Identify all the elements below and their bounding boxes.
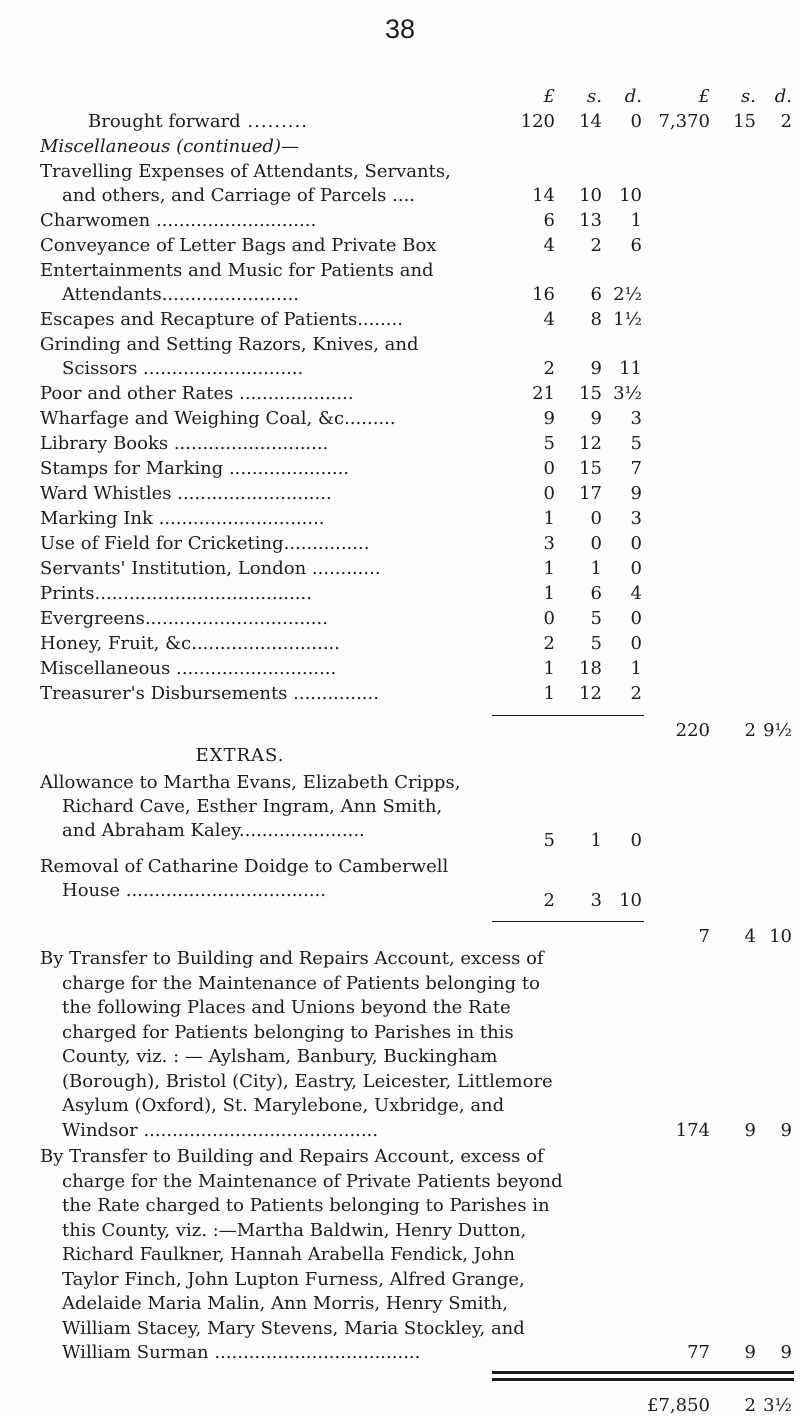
item-amount-shillings: 15 bbox=[579, 383, 602, 404]
transfer-2-line: the Rate charged to Patients belonging to Parishes in bbox=[62, 1195, 550, 1216]
extras-total-shillings: 4 bbox=[744, 926, 756, 947]
grand-total-shillings: 2 bbox=[744, 1394, 756, 1416]
leader-dots: ......... bbox=[240, 111, 308, 132]
item-amount-pence: 11 bbox=[619, 358, 642, 379]
brought-forward-inner-shillings: 14 bbox=[579, 111, 602, 132]
item-label: Escapes and Recapture of Patients........ bbox=[40, 309, 403, 330]
transfer-2-line: this County, viz. :—Martha Baldwin, Henry Dutton, bbox=[62, 1219, 527, 1241]
item-amount-shillings: 1 bbox=[590, 558, 602, 579]
item-amount-shillings: 9 bbox=[590, 408, 602, 429]
item-label: Prints...................................... bbox=[40, 583, 312, 604]
item-amount-pounds: 0 bbox=[543, 458, 555, 479]
item-label: Stamps for Marking ..................... bbox=[40, 458, 350, 479]
miscellaneous-total-pence: 9½ bbox=[763, 720, 792, 741]
item-amount-pounds: 9 bbox=[543, 408, 555, 429]
transfer-1-line: Asylum (Oxford), St. Marylebone, Uxbridge, and bbox=[62, 1095, 505, 1116]
transfer-2-line: charge for the Maintenance of Private Patients beyond bbox=[62, 1170, 563, 1192]
item-amount-pence: 5 bbox=[630, 433, 642, 454]
item-amount-pounds: 16 bbox=[532, 284, 555, 305]
extra-amount-pounds: 5 bbox=[543, 830, 555, 851]
item-amount-shillings: 2 bbox=[590, 235, 602, 256]
item-amount-shillings: 12 bbox=[579, 683, 602, 704]
extra-label: and Abraham Kaley...................... bbox=[62, 820, 365, 841]
brought-forward-outer-shillings: 15 bbox=[733, 111, 756, 132]
item-amount-shillings: 12 bbox=[579, 433, 602, 454]
item-amount-pence: 3 bbox=[630, 508, 642, 529]
extras-total-pence: 10 bbox=[769, 926, 792, 947]
item-amount-pence: 2½ bbox=[613, 284, 642, 305]
transfer-1-line: charge for the Maintenance of Patients belonging to bbox=[62, 972, 540, 994]
item-label: Marking Ink ............................. bbox=[40, 508, 325, 529]
item-amount-pounds: 1 bbox=[543, 658, 555, 679]
item-amount-pounds: 1 bbox=[543, 583, 555, 604]
transfer-2-amount-pounds: 77 bbox=[687, 1342, 710, 1363]
item-label: Honey, Fruit, &c.......................... bbox=[40, 633, 340, 654]
item-label: Scissors ............................ bbox=[62, 358, 304, 379]
item-amount-pence: 9 bbox=[630, 483, 642, 504]
extra-amount-pence: 0 bbox=[630, 830, 642, 851]
item-label: Library Books ........................... bbox=[40, 433, 329, 454]
brought-forward-inner-pence: 0 bbox=[630, 111, 642, 132]
item-label: Attendants........................ bbox=[62, 284, 300, 305]
item-amount-pence: 3½ bbox=[613, 383, 642, 404]
miscellaneous-total-pounds: 220 bbox=[675, 720, 710, 741]
currency-header: s. bbox=[587, 86, 602, 107]
transfer-2-amount-pence: 9 bbox=[780, 1342, 792, 1363]
miscellaneous-total-shillings: 2 bbox=[744, 720, 756, 741]
extra-amount-pounds: 2 bbox=[543, 890, 555, 911]
item-amount-pounds: 3 bbox=[543, 533, 555, 554]
extra-label: Removal of Catharine Doidge to Camberwell bbox=[40, 856, 449, 877]
transfer-2-line: Adelaide Maria Malin, Ann Morris, Henry Smith, bbox=[62, 1293, 508, 1314]
transfer-1-line: County, viz. : — Aylsham, Banbury, Buckingham bbox=[62, 1046, 498, 1067]
extra-label: Allowance to Martha Evans, Elizabeth Cripps, bbox=[40, 772, 461, 793]
transfer-1-amount-pounds: 174 bbox=[675, 1119, 710, 1141]
item-amount-pence: 0 bbox=[630, 633, 642, 654]
currency-header: £ bbox=[543, 86, 555, 107]
item-amount-pence: 0 bbox=[630, 558, 642, 579]
item-amount-pence: 4 bbox=[630, 583, 642, 604]
item-amount-pence: 10 bbox=[619, 185, 642, 206]
item-amount-shillings: 17 bbox=[579, 483, 602, 504]
transfer-2-line: William Surman .................................... bbox=[62, 1342, 421, 1363]
item-label: and others, and Carriage of Parcels .... bbox=[62, 185, 416, 206]
section-title-text: Miscellaneous bbox=[40, 136, 171, 157]
closing-rule bbox=[492, 1371, 794, 1374]
item-label: Miscellaneous ............................ bbox=[40, 658, 337, 679]
extras-rule bbox=[492, 921, 644, 922]
section-title-dash: — bbox=[280, 136, 299, 157]
item-label: Treasurer's Disbursements ............... bbox=[40, 683, 379, 704]
extra-amount-shillings: 3 bbox=[590, 890, 602, 911]
subtotal-rule bbox=[492, 715, 644, 716]
item-amount-pounds: 1 bbox=[543, 508, 555, 529]
item-label: Entertainments and Music for Patients and bbox=[40, 260, 434, 281]
grand-total-pence: 3½ bbox=[763, 1394, 792, 1416]
brought-forward-outer-pence: 2 bbox=[780, 111, 792, 132]
item-label: Travelling Expenses of Attendants, Servants, bbox=[40, 161, 451, 182]
item-amount-pounds: 21 bbox=[532, 383, 555, 404]
item-label: Poor and other Rates .................... bbox=[40, 383, 354, 404]
item-amount-shillings: 18 bbox=[579, 658, 602, 679]
transfer-1-line: By Transfer to Building and Repairs Account, excess of bbox=[40, 948, 544, 969]
transfer-2-line: Taylor Finch, John Lupton Furness, Alfred Grange, bbox=[62, 1268, 525, 1290]
brought-forward-outer-pounds: 7,370 bbox=[658, 111, 710, 132]
item-label: Charwomen ............................ bbox=[40, 210, 317, 231]
item-label: Grinding and Setting Razors, Knives, and bbox=[40, 334, 419, 355]
currency-header: d. bbox=[774, 86, 792, 107]
item-amount-shillings: 0 bbox=[590, 508, 602, 529]
currency-header: d. bbox=[624, 86, 642, 107]
item-label: Conveyance of Letter Bags and Private Box bbox=[40, 235, 437, 256]
transfer-1-line: the following Places and Unions beyond the Rate bbox=[62, 997, 511, 1018]
item-amount-pence: 0 bbox=[630, 608, 642, 629]
item-amount-pence: 2 bbox=[630, 683, 642, 704]
item-amount-pence: 1 bbox=[630, 658, 642, 679]
item-amount-shillings: 13 bbox=[579, 210, 602, 231]
transfer-2-amount-shillings: 9 bbox=[744, 1342, 756, 1363]
item-amount-pounds: 6 bbox=[543, 210, 555, 231]
item-amount-shillings: 5 bbox=[590, 608, 602, 629]
item-amount-pounds: 1 bbox=[543, 683, 555, 704]
item-amount-shillings: 8 bbox=[590, 309, 602, 330]
closing-rule-2 bbox=[492, 1378, 794, 1380]
item-label: Use of Field for Cricketing............... bbox=[40, 533, 370, 554]
item-amount-pounds: 5 bbox=[543, 433, 555, 454]
item-amount-pounds: 1 bbox=[543, 558, 555, 579]
section-title-suffix: (continued) bbox=[176, 136, 281, 157]
item-amount-pounds: 4 bbox=[543, 309, 555, 330]
brought-forward-label: Brought forward ......... bbox=[88, 111, 308, 132]
item-amount-pounds: 0 bbox=[543, 608, 555, 629]
item-amount-pounds: 2 bbox=[543, 633, 555, 654]
currency-header: £ bbox=[698, 86, 710, 107]
item-amount-pence: 6 bbox=[630, 235, 642, 256]
item-amount-pounds: 4 bbox=[543, 235, 555, 256]
transfer-2-line: Richard Faulkner, Hannah Arabella Fendick, John bbox=[62, 1244, 515, 1265]
extra-amount-pence: 10 bbox=[619, 890, 642, 911]
item-amount-shillings: 15 bbox=[579, 458, 602, 479]
extra-label: Richard Cave, Esther Ingram, Ann Smith, bbox=[62, 796, 443, 817]
transfer-1-amount-pence: 9 bbox=[780, 1119, 792, 1141]
item-amount-shillings: 9 bbox=[590, 358, 602, 379]
item-amount-shillings: 0 bbox=[590, 533, 602, 554]
item-amount-pounds: 14 bbox=[532, 185, 555, 206]
grand-total-pounds: £7,850 bbox=[647, 1394, 710, 1416]
item-label: Evergreens................................ bbox=[40, 608, 328, 629]
currency-header: s. bbox=[741, 86, 756, 107]
item-amount-shillings: 5 bbox=[590, 633, 602, 654]
transfer-1-line: Windsor ......................................... bbox=[62, 1119, 379, 1141]
item-amount-pence: 7 bbox=[630, 458, 642, 479]
transfer-2-line: By Transfer to Building and Repairs Account, excess of bbox=[40, 1146, 544, 1167]
item-amount-pence: 3 bbox=[630, 408, 642, 429]
extra-label: House ................................... bbox=[62, 880, 326, 901]
item-label: Servants' Institution, London ............ bbox=[40, 558, 381, 579]
extra-amount-shillings: 1 bbox=[590, 830, 602, 851]
brought-forward-inner-pounds: 120 bbox=[520, 111, 555, 132]
section-title bbox=[40, 135, 510, 159]
item-amount-shillings: 6 bbox=[590, 583, 602, 604]
transfer-1-amount-shillings: 9 bbox=[744, 1119, 756, 1141]
extras-heading: EXTRAS. bbox=[195, 745, 285, 766]
item-amount-pounds: 0 bbox=[543, 483, 555, 504]
item-amount-shillings: 10 bbox=[579, 185, 602, 206]
item-label: Ward Whistles ........................... bbox=[40, 483, 332, 504]
item-amount-pence: 1 bbox=[630, 210, 642, 231]
item-amount-shillings: 6 bbox=[590, 284, 602, 305]
extras-total-pounds: 7 bbox=[698, 926, 710, 947]
transfer-1-line: charged for Patients belonging to Parishes in this bbox=[62, 1021, 514, 1043]
item-amount-pence: 0 bbox=[630, 533, 642, 554]
page-number: 38 bbox=[384, 14, 416, 44]
transfer-2-line: William Stacey, Mary Stevens, Maria Stockley, and bbox=[62, 1317, 525, 1339]
transfer-1-line: (Borough), Bristol (City), Eastry, Leicester, Littlemore bbox=[62, 1070, 553, 1092]
item-amount-pence: 1½ bbox=[613, 309, 642, 330]
item-label: Wharfage and Weighing Coal, &c......... bbox=[40, 408, 396, 429]
item-amount-pounds: 2 bbox=[543, 358, 555, 379]
